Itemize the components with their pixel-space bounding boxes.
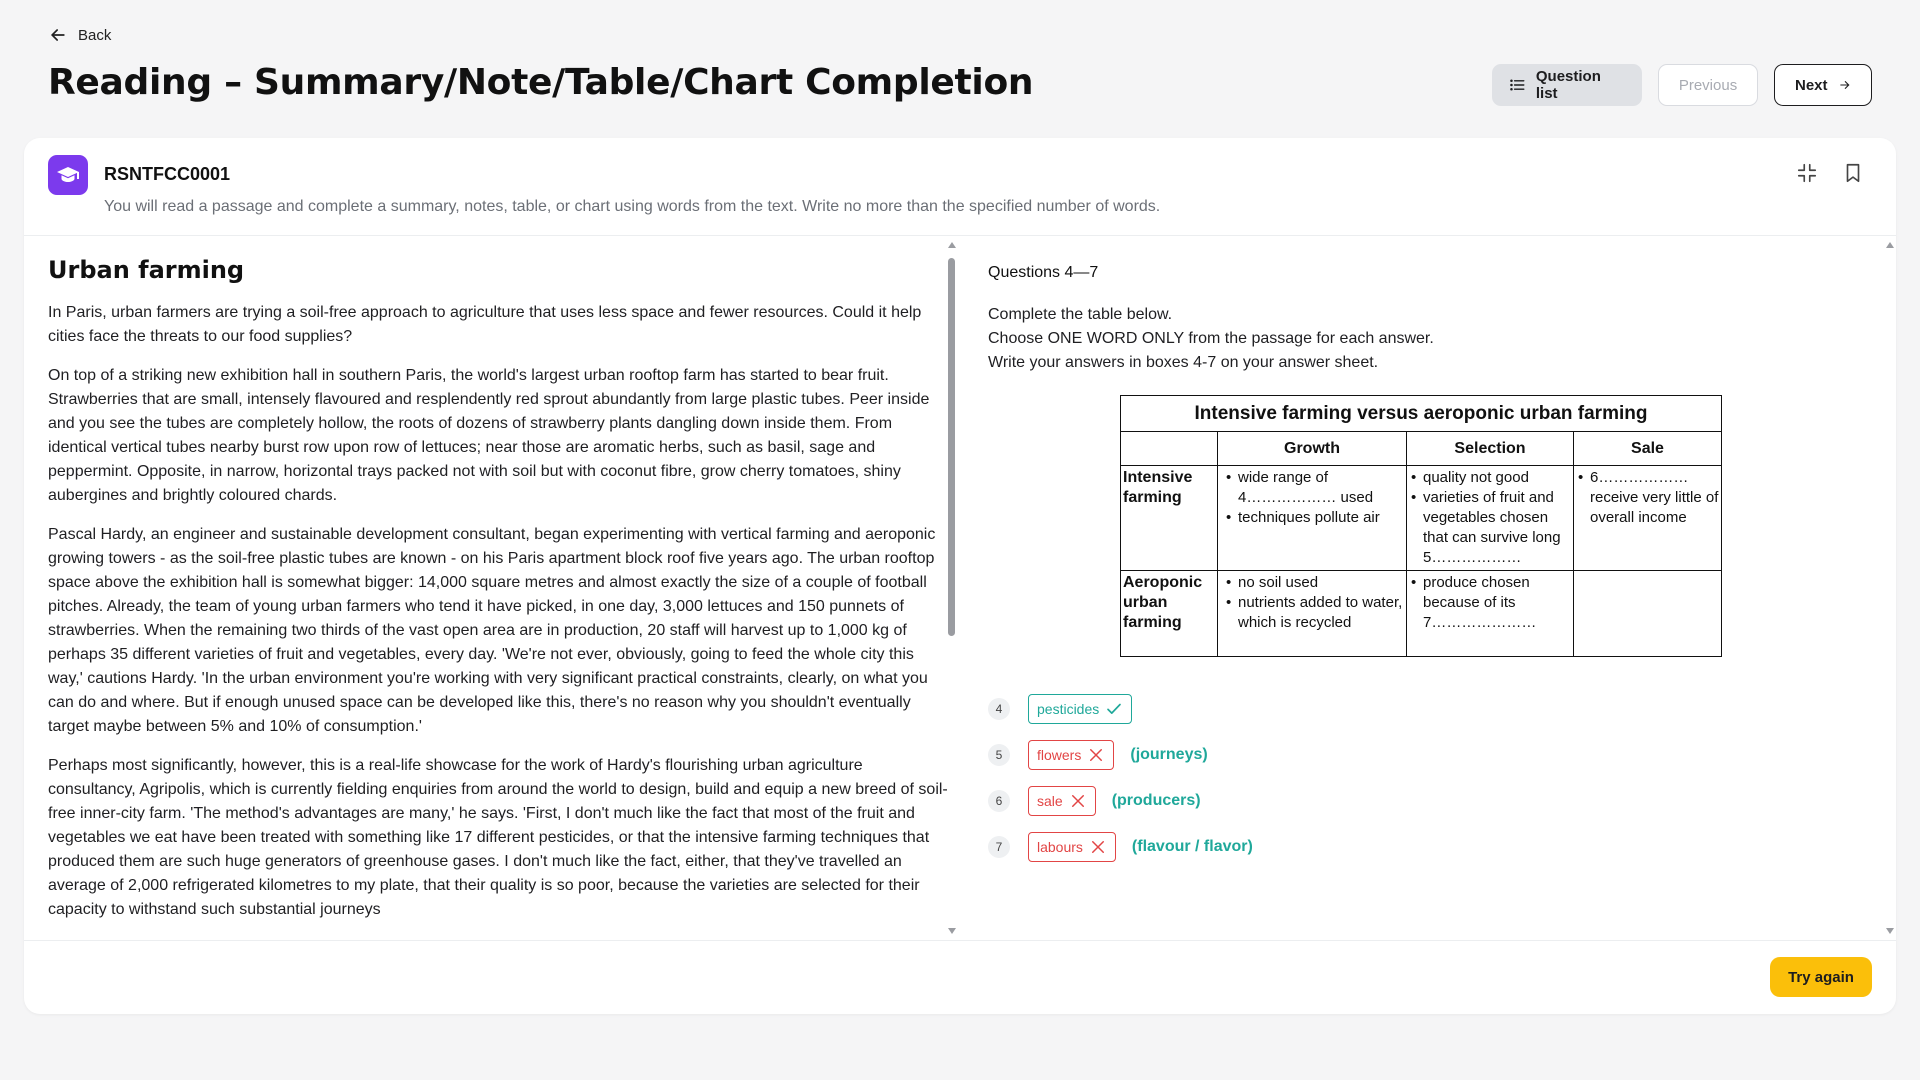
- card-header: [24, 138, 1896, 236]
- answer-chip[interactable]: [1028, 786, 1096, 816]
- back-label: Back: [78, 26, 112, 44]
- cross-icon: [1089, 838, 1107, 856]
- table-corner: [1121, 432, 1218, 466]
- back-button[interactable]: [48, 25, 111, 45]
- passage-paragraph: Pascal Hardy, an engineer and sustainable development consultant, began experimenting with vertical farming and aeroponic growing towers - as the soil-free plastic tubes are known - on his Paris apartment block roof five years ago. The urban rooftop space above the exhibition hall is somewhat bigger: 14,000 square metres and almost exactly the size of a couple of football pitches. Already, the team of young urban farmers who tend it have picked, in one day, 3,000 lettuces and 150 punnets of strawberries. When the remaining two thirds of the vast open area are in production, 20 staff will harvest up to 1,000 kg of perhaps 35 different varieties of fruit and vegetables, every day. 'We're not ever, obviously, going to feed the whole city this way,' cautions Hardy. 'In the urban environment you're working with very significant practical constraints, clearly, on what you can do and where. But if enough unused space can be developed like this, there's no reason why you shouldn't eventually target maybe between 5% and 10% of consumption.': [48, 526, 936, 735]
- answer-chip[interactable]: [1028, 694, 1132, 724]
- scroll-up-arrow-icon[interactable]: [948, 242, 956, 248]
- table-header-selection: Selection: [1407, 432, 1574, 466]
- list-icon: [1509, 76, 1526, 94]
- question-list-button[interactable]: [1492, 64, 1642, 106]
- passage-paragraph: On top of a striking new exhibition hall in southern Paris, the world's largest urban rooftop farm has started to bear fruit. Strawberries that are small, intensely flavoured and resplendently red sprout abundantly from large plastic tubes. Peer inside and you see the tubes are completely hollow, the roots of dozens of strawberry plants dangling down inside them. From identical vertical tubes nearby burst row upon row of lettuces; near those are aromatic herbs, such as basil, sage and peppermint. Opposite, in narrow, horizontal trays packed not with soil but with coconut fibre, grow cherry tomatoes, shiny aubergines and brightly coloured chards.: [48, 367, 930, 504]
- collapse-icon[interactable]: [1796, 162, 1818, 184]
- bookmark-icon[interactable]: [1842, 162, 1864, 184]
- previous-button[interactable]: [1658, 64, 1758, 106]
- cross-icon: [1069, 792, 1087, 810]
- scroll-down-arrow-icon[interactable]: [948, 928, 956, 934]
- table-cell: [1574, 571, 1722, 657]
- questions-range: Questions 4—7: [988, 264, 1099, 281]
- cross-icon: [1087, 746, 1105, 764]
- table-cell-bullet: • wide range of 4……………… used: [1224, 468, 1404, 508]
- questions-pane: [988, 264, 1868, 375]
- questions-instruction: Write your answers in boxes 4-7 on your answer sheet.: [988, 354, 1379, 371]
- table-cell-bullet: • nutrients added to water, which is recycled: [1224, 593, 1404, 633]
- table-header-sale: Sale: [1574, 432, 1722, 466]
- question-number: 5: [988, 744, 1010, 766]
- answer-chip[interactable]: [1028, 740, 1114, 770]
- task-code: RSNTFCC0001: [104, 164, 231, 184]
- answer-row: [988, 824, 1253, 870]
- passage-paragraph: Perhaps most significantly, however, this is a real-life showcase for the work of Hardy's flourishing urban agriculture consultancy, Agripolis, which is currently fielding enquiries from around the world to design, build and equip a new breed of soil-free inner-city farm. 'The method's advantages are many,' he says. 'First, I don't much like the fact that most of the fruit and vegetables we eat have been treated with something like 17 different pesticides, or that the intensive farming techniques that produced them are such huge generators of greenhouse gases. I don't much like the fact, either, that they've travelled an average of 2,000 refrigerated kilometres to my plate, that their quality is so poor, because the varieties are selected for their capacity to withstand such substantial journeys: [48, 757, 948, 918]
- card-footer: [24, 940, 1896, 1014]
- table-cell-bullet: • no soil used: [1224, 573, 1404, 593]
- page-title: Reading – Summary/Note/Table/Chart Completion: [48, 62, 1034, 103]
- question-number: 4: [988, 698, 1010, 720]
- passage-pane: [48, 256, 948, 936]
- card-header-actions: [1796, 162, 1864, 184]
- table-header-growth: Growth: [1218, 432, 1407, 466]
- scroll-up-arrow-icon[interactable]: [1886, 242, 1894, 248]
- scrollbar-thumb[interactable]: [948, 258, 955, 636]
- answer-row: [988, 778, 1253, 824]
- graduation-cap-icon: [48, 155, 88, 195]
- answer-value: flowers: [1037, 747, 1082, 763]
- table-cell-bullet: • produce chosen because of its 7…………………: [1409, 573, 1571, 633]
- answer-chip[interactable]: [1028, 832, 1116, 862]
- table-cell-bullet: • varieties of fruit and vegetables chosen that can survive long 5………………: [1409, 488, 1571, 568]
- try-again-button[interactable]: [1770, 957, 1872, 997]
- scroll-down-arrow-icon[interactable]: [1886, 928, 1894, 934]
- question-number: 6: [988, 790, 1010, 812]
- table-cell: [1407, 466, 1574, 571]
- completion-table: [1120, 395, 1722, 657]
- table-title: Intensive farming versus aeroponic urban farming: [1121, 396, 1722, 432]
- answer-list: [988, 686, 1253, 870]
- passage-title: Urban farming: [48, 256, 245, 284]
- arrow-right-icon: [1838, 76, 1851, 94]
- table-cell: [1218, 466, 1407, 571]
- task-instruction: You will read a passage and complete a summary, notes, table, or chart using words from the text. Write no more than the specified number of words.: [104, 198, 1161, 215]
- questions-instruction: Choose ONE WORD ONLY from the passage for each answer.: [988, 330, 1434, 347]
- answer-row: [988, 686, 1253, 732]
- check-icon: [1105, 700, 1123, 718]
- answer-row: [988, 732, 1253, 778]
- correct-answer: (journeys): [1130, 746, 1208, 763]
- correct-answer: (producers): [1111, 792, 1201, 809]
- question-number: 7: [988, 836, 1010, 858]
- answer-value: pesticides: [1037, 701, 1100, 717]
- passage-paragraph: In Paris, urban farmers are trying a soil-free approach to agriculture that uses less space and fewer resources. Could it help cities face the threats to our food supplies?: [48, 304, 922, 345]
- top-actions: [1492, 64, 1872, 106]
- table-row-label: Intensive farming: [1121, 466, 1218, 571]
- table-cell: [1574, 466, 1722, 571]
- next-label: Next: [1795, 76, 1828, 94]
- try-again-label: Try again: [1788, 968, 1854, 986]
- arrow-left-icon: [48, 25, 68, 45]
- question-list-label: Question list: [1535, 68, 1601, 102]
- table-cell-bullet: • quality not good: [1409, 468, 1571, 488]
- correct-answer: (flavour / flavor): [1131, 838, 1253, 855]
- answer-value: sale: [1037, 793, 1063, 809]
- passage-scrollbar[interactable]: [946, 242, 958, 934]
- table-row-label: Aeroponic urban farming: [1121, 571, 1218, 657]
- questions-scrollbar[interactable]: [1884, 242, 1896, 934]
- table-cell-bullet: • 6……………… receive very little of overall income: [1576, 468, 1719, 528]
- previous-label: Previous: [1678, 76, 1738, 94]
- questions-instruction: Complete the table below.: [988, 306, 1173, 323]
- answer-value: labours: [1037, 839, 1083, 855]
- table-cell: [1407, 571, 1574, 657]
- table-cell-bullet: • techniques pollute air: [1224, 508, 1404, 528]
- next-button[interactable]: [1774, 64, 1872, 106]
- table-cell: [1218, 571, 1407, 657]
